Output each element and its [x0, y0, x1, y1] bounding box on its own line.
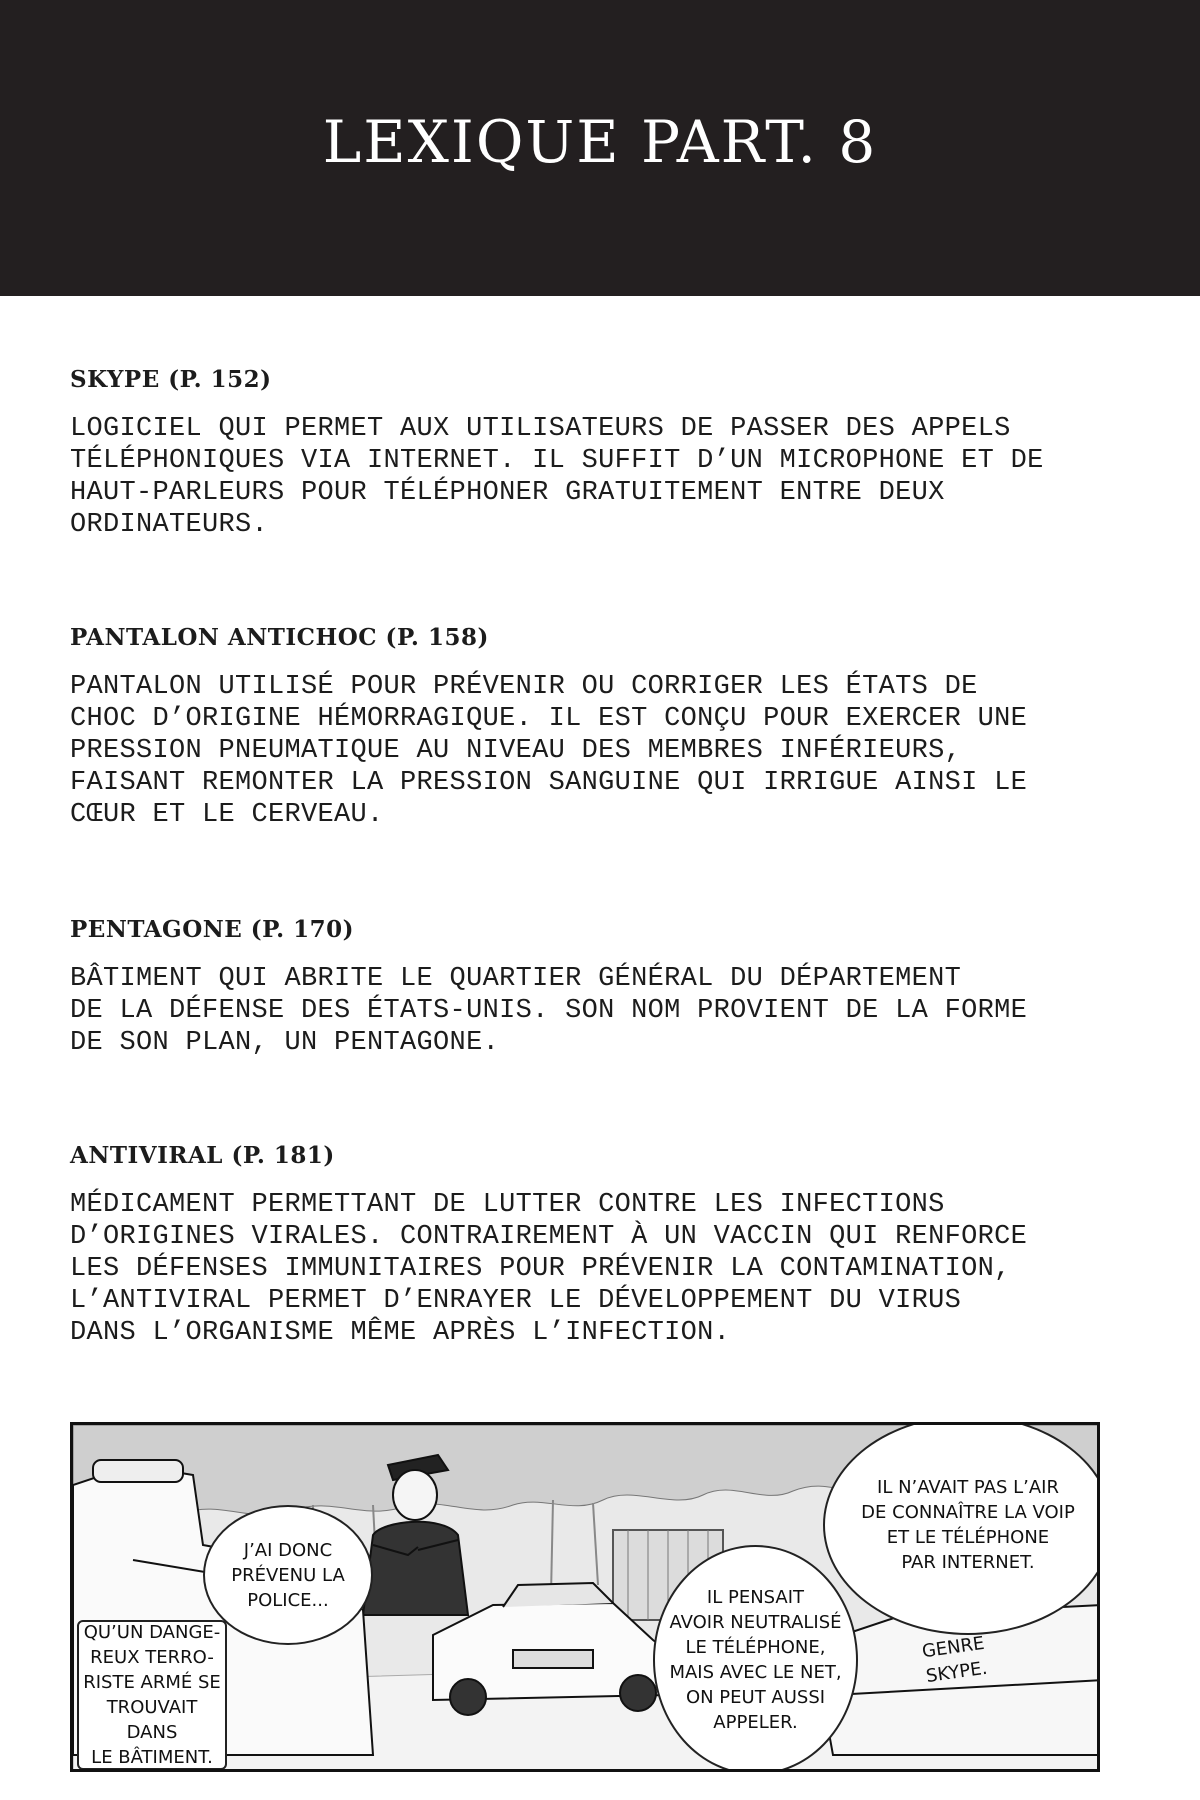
manga-panel	[70, 1422, 1100, 1772]
entry-definition: PANTALON UTILISÉ POUR PRÉVENIR OU CORRIGER LES ÉTATS DE CHOC D’ORIGINE HÉMORRAGIQUE. IL EST CONÇU POUR EXERCER UNE PRESSION PNEUMATIQUE AU NIVEAU DES MEMBRES INFÉRIEURS, FAISANT REMONTER LA PRESSION SANGUINE QUI IRRIGUE AINSI LE CŒUR ET LE CERVEAU.	[70, 672, 1028, 830]
entry-definition: MÉDICAMENT PERMETTANT DE LUTTER CONTRE LES INFECTIONS D’ORIGINES VIRALES. CONTRAIREMENT À UN VACCIN QUI RENFORCE LES DÉFENSES IMMUNITAIRES POUR PRÉVENIR LA CONTAMINATION, L’ANTIVIRAL PERMET D’ENRAYER LE DÉVELOPPEMENT DU VIRUS DANS L’ORGANISME MÊME APRÈS L’INFECTION.	[70, 1190, 1028, 1348]
speech-bubble-phone: IL PENSAIT AVOIR NEUTRALISÉ LE TÉLÉPHONE, MAIS AVEC LE NET, ON PEUT AUSSI APPELER.	[653, 1545, 858, 1772]
speech-bubble-skype: GENRE SKYPE.	[920, 1632, 989, 1688]
entry-term: ANTIVIRAL (P. 181)	[70, 1142, 335, 1169]
entry-term: SKYPE (P. 152)	[70, 366, 272, 393]
caption-box-terrorist: QU’UN DANGE- REUX TERRO- RISTE ARMÉ SE TROUVAIT DANS LE BÂTIMENT.	[77, 1620, 227, 1770]
entry-term: PENTAGONE (P. 170)	[70, 916, 355, 943]
speech-bubble-police: J’AI DONC PRÉVENU LA POLICE...	[203, 1505, 373, 1645]
lexicon-entry-pantalon-antichoc	[70, 624, 1130, 831]
entry-definition: BÂTIMENT QUI ABRITE LE QUARTIER GÉNÉRAL DU DÉPARTEMENT DE LA DÉFENSE DES ÉTATS-UNIS. SON NOM PROVIENT DE LA FORME DE SON PLAN, UN PENTAGONE.	[70, 964, 1028, 1058]
entry-term: PANTALON ANTICHOC (P. 158)	[70, 624, 489, 651]
lexicon-entry-skype	[70, 366, 1130, 541]
page-header	[0, 0, 1200, 296]
speech-bubble-voip: IL N’AVAIT PAS L’AIR DE CONNAÎTRE LA VOIP ET LE TÉLÉPHONE PAR INTERNET.	[823, 1422, 1100, 1635]
page-title: LEXIQUE PART. 8	[322, 108, 878, 176]
lexicon-entry-antiviral	[70, 1142, 1130, 1349]
lexicon-entry-pentagone	[70, 916, 1130, 1059]
entry-definition: LOGICIEL QUI PERMET AUX UTILISATEURS DE PASSER DES APPELS TÉLÉPHONIQUES VIA INTERNET. IL SUFFIT D’UN MICROPHONE ET DE HAUT-PARLEURS POUR TÉLÉPHONER GRATUITEMENT ENTRE DEUX ORDINATEURS.	[70, 414, 1044, 540]
